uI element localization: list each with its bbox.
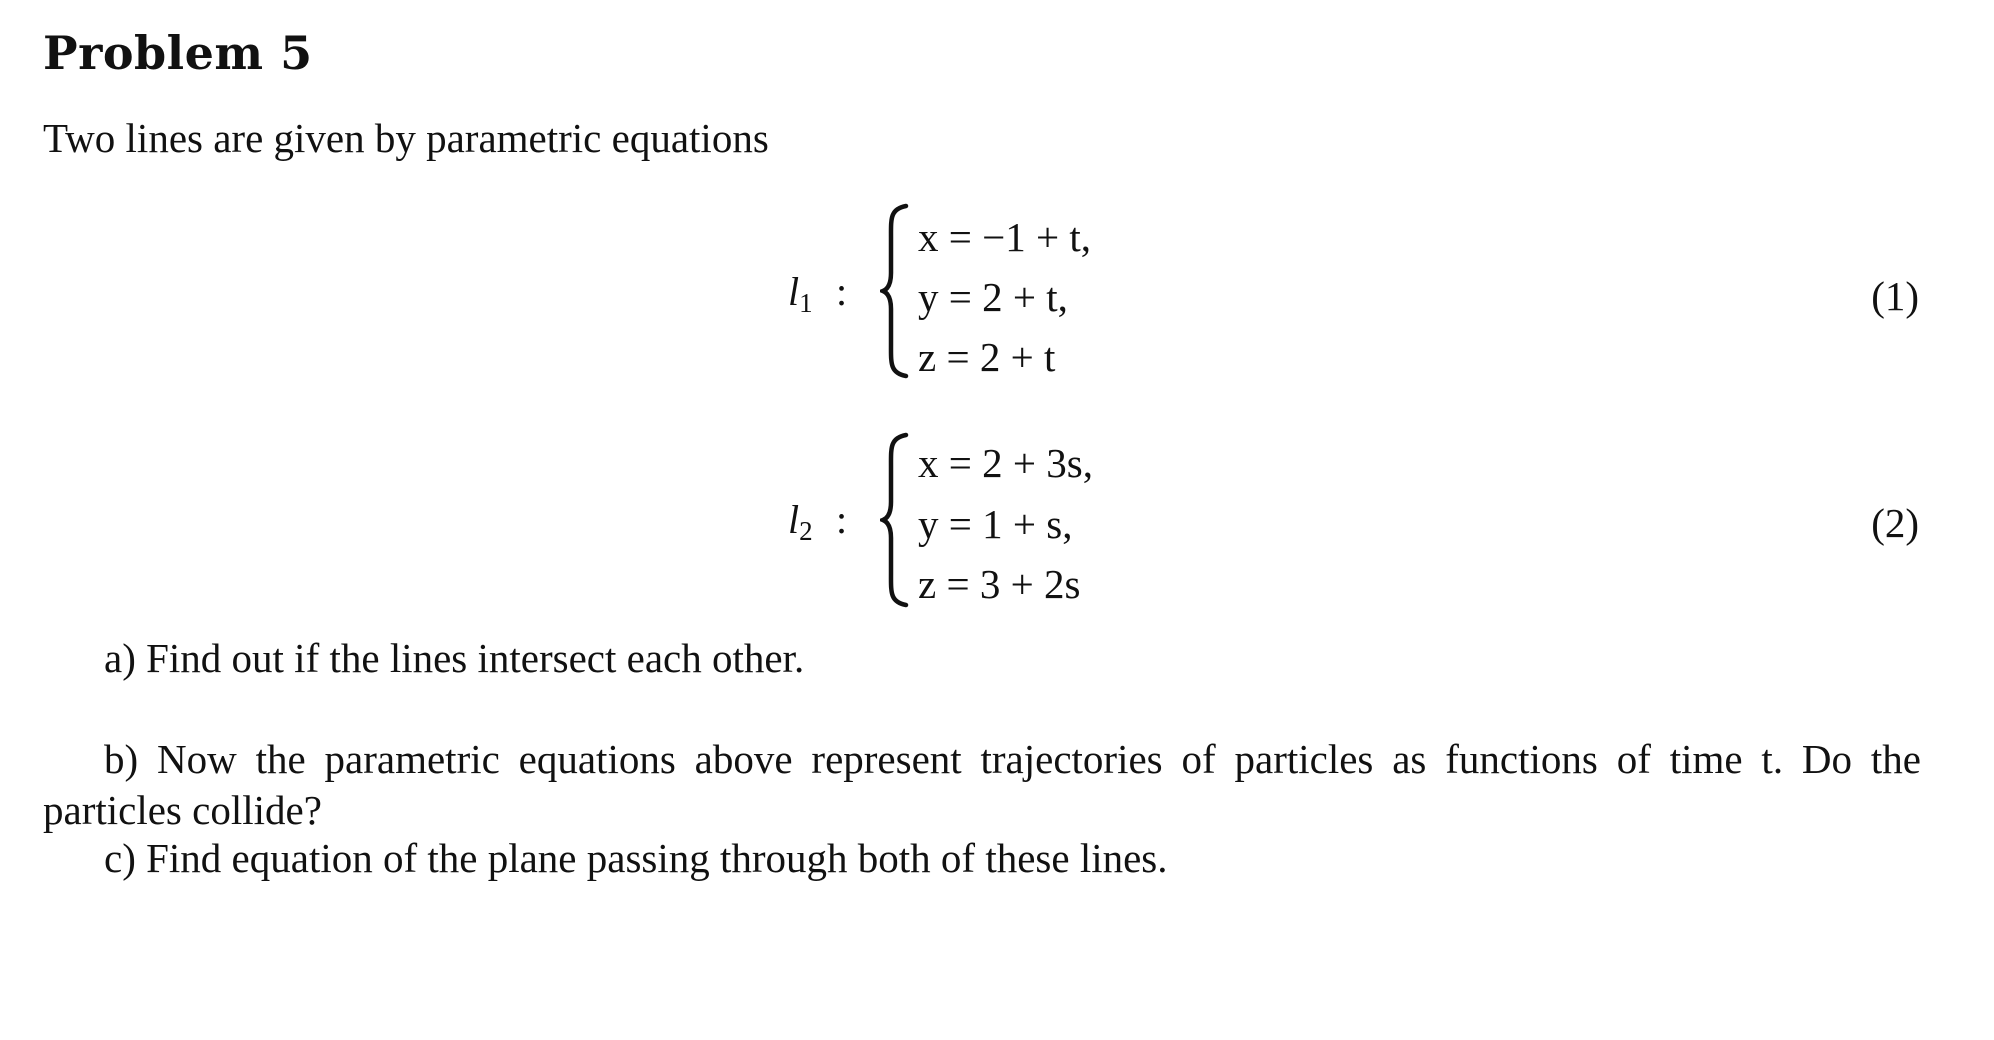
line-2-colon: : [836, 497, 848, 542]
part-c-text: c) Find equation of the plane passing through both of these lines. [104, 835, 1168, 881]
eq-2-x: x = 2 + 3s, [918, 440, 1093, 486]
eq-1-z: z = 2 + t [918, 334, 1056, 380]
eq-2-y: y = 1 + s, [918, 501, 1073, 547]
left-brace-1 [880, 203, 910, 379]
equation-number-1: (1) [1871, 273, 1919, 319]
equation-number-2: (2) [1871, 500, 1919, 546]
problem-title: Problem 5 [43, 26, 313, 80]
line-1-label: $l_1$ [788, 269, 813, 318]
part-b-text: b) Now the parametric equations above represent trajectories of particles as functions of time t. Do the particles collide? [43, 736, 1921, 833]
eq-2-z: z = 3 + 2s [918, 561, 1081, 607]
eq-1-y: y = 2 + t, [918, 274, 1068, 320]
intro-text: Two lines are given by parametric equations [43, 115, 769, 161]
line-1-colon: : [836, 269, 848, 314]
part-a-text: a) Find out if the lines intersect each other. [104, 635, 805, 681]
eq-1-x: x = −1 + t, [918, 214, 1092, 260]
line-2-label: $l_2$ [788, 497, 813, 546]
left-brace-2 [880, 432, 910, 608]
